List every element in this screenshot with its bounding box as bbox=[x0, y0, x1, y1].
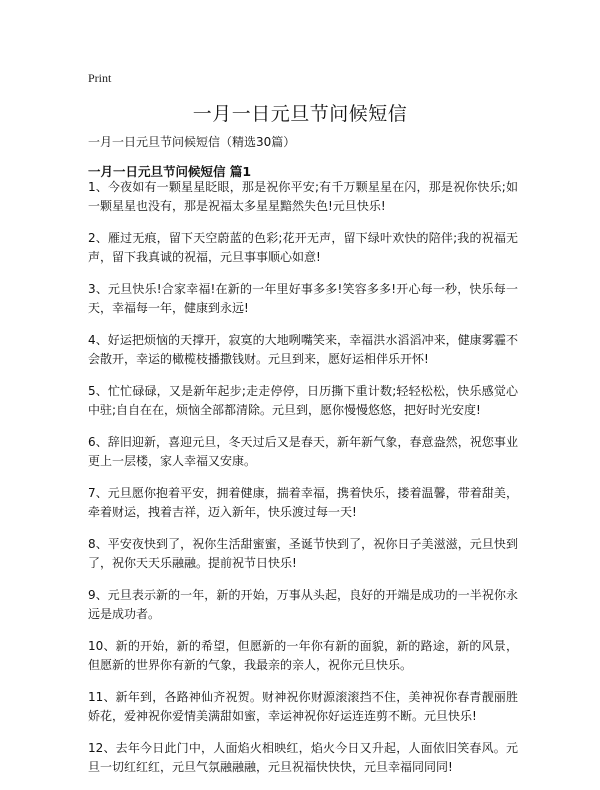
message-item-5: 5、忙忙碌碌，又是新年起步;走走停停，日历撕下重计数;轻轻松松，快乐感觉心中驻;自自在在，烦恼全部都清除。元旦到，愿你慢慢悠悠，把好时光安度! bbox=[88, 384, 518, 417]
print-link[interactable]: Print bbox=[88, 71, 112, 85]
page-title: 一月一日元旦节问候短信 bbox=[192, 103, 408, 125]
message-item-7: 7、元旦愿你抱着平安，拥着健康，揣着幸福，携着快乐，搂着温馨，带着甜美，牵着财运，拽着吉祥，迈入新年，快乐渡过每一天! bbox=[88, 486, 518, 519]
message-item-3: 3、元旦快乐!合家幸福!在新的一年里好事多多!笑容多多!开心每一秒，快乐每一天，幸福每一年，健康到永远! bbox=[88, 282, 518, 315]
message-item-2: 2、雁过无痕，留下天空蔚蓝的色彩;花开无声，留下绿叶欢快的陪伴;我的祝福无声，留下我真诚的祝福，元旦事事顺心如意! bbox=[88, 231, 518, 264]
message-item-10: 10、新的开始，新的希望，但愿新的一年你有新的面貌，新的路途，新的风景，但愿新的世界你有新的气象，我最亲的亲人，祝你元旦快乐。 bbox=[88, 639, 518, 672]
message-item-1: 1、今夜如有一颗星星眨眼，那是祝你平安;有千万颗星星在闪，那是祝你快乐;如一颗星星也没有，那是祝福太多星星黯然失色!元旦快乐! bbox=[88, 180, 518, 213]
message-item-12: 12、去年今日此门中，人面焰火相映红，焰火今日又升起，人面依旧笑春风。元旦一切红红红，元旦气氛融融融，元旦祝福快快快，元旦幸福同同同! bbox=[88, 741, 518, 774]
intro-text: 一月一日元旦节问候短信（精选30篇） bbox=[88, 135, 296, 149]
message-item-6: 6、辞旧迎新，喜迎元旦，冬天过后又是春天，新年新气象，春意盎然，祝您事业更上一层楼，家人幸福又安康。 bbox=[88, 435, 518, 468]
message-item-8: 8、平安夜快到了，祝你生活甜蜜蜜，圣诞节快到了，祝你日子美滋滋，元旦快到了，祝你天天乐融融。提前祝节日快乐! bbox=[88, 537, 518, 570]
message-item-9: 9、元旦表示新的一年，新的开始，万事从头起，良好的开端是成功的一半祝你永远是成功者。 bbox=[88, 588, 518, 621]
message-list bbox=[88, 178, 518, 790]
section-title: 一月一日元旦节问候短信 篇1 bbox=[88, 164, 252, 179]
message-item-11: 11、新年到，各路神仙齐祝贺。财神祝你财源滚滚挡不住，美神祝你春青靓丽胜娇花，爱神祝你爱情美满甜如蜜，幸运神祝你好运连连剪不断。元旦快乐! bbox=[88, 690, 518, 723]
message-item-4: 4、好运把烦恼的天撑开，寂寞的大地咧嘴笑来，幸福洪水滔滔冲来，健康雾霾不会散开，幸运的橄榄枝播撒钱财。元旦到来，愿好运相伴乐开怀! bbox=[88, 333, 518, 366]
